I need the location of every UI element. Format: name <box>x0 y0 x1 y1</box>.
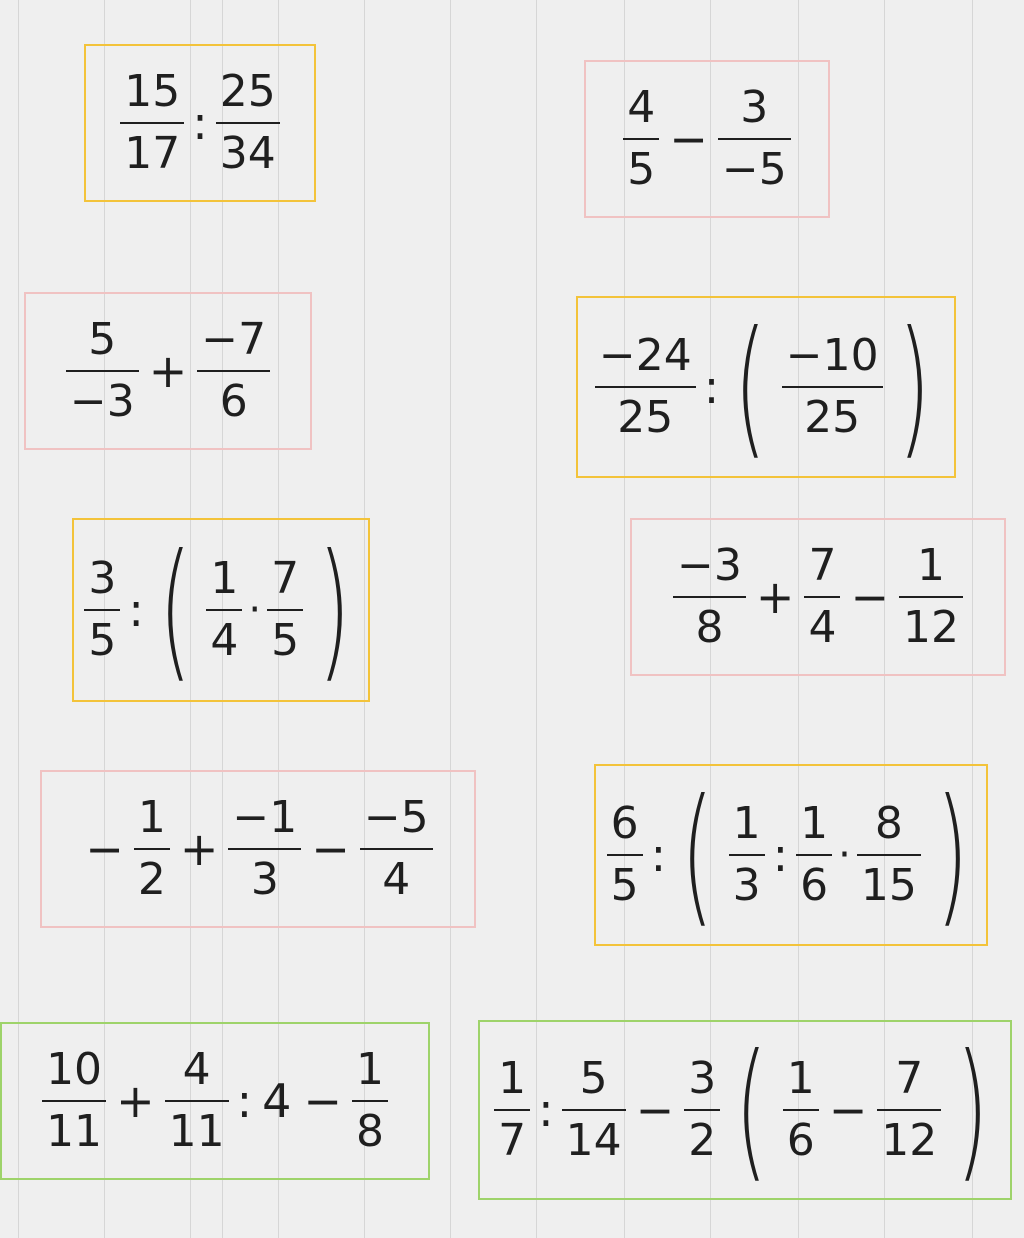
denominator: 34 <box>219 128 276 179</box>
divide-operator: : <box>772 828 789 882</box>
number: 4 <box>262 1074 292 1128</box>
denominator: 15 <box>860 860 917 911</box>
fraction <box>206 552 242 666</box>
fraction <box>804 539 840 653</box>
numerator: 7 <box>271 552 300 604</box>
denominator: 4 <box>808 602 837 653</box>
divide-operator: : <box>236 1074 253 1128</box>
expression-box-5 <box>72 518 370 702</box>
minus-operator: − <box>635 1083 675 1137</box>
expression <box>62 313 274 427</box>
denominator: 3 <box>250 854 279 905</box>
denominator: 5 <box>627 144 656 195</box>
expression <box>490 1023 1000 1197</box>
minus-operator: − <box>850 570 889 624</box>
denominator: 5 <box>610 860 639 911</box>
plus-operator: + <box>116 1074 155 1128</box>
fraction <box>595 329 696 443</box>
fraction <box>729 797 765 911</box>
expression <box>591 300 941 474</box>
numerator: −5 <box>363 791 429 843</box>
denominator: 12 <box>902 602 959 653</box>
minus-operator: − <box>669 112 708 166</box>
expression <box>116 65 284 179</box>
expression <box>669 539 967 653</box>
fraction <box>84 552 120 666</box>
close-paren: ) <box>936 768 969 942</box>
fraction <box>197 313 270 427</box>
denominator: 8 <box>695 602 724 653</box>
fraction <box>783 1052 819 1166</box>
fraction <box>607 797 643 911</box>
denominator: 5 <box>271 615 300 666</box>
expression-box-2 <box>584 60 830 218</box>
expression <box>619 81 794 195</box>
close-paren: ) <box>318 523 351 697</box>
denominator: 2 <box>137 854 166 905</box>
fraction <box>42 1043 106 1157</box>
denominator: −5 <box>721 144 787 195</box>
numerator: 5 <box>88 313 117 365</box>
numerator: 7 <box>808 539 837 591</box>
numerator: 1 <box>800 797 829 849</box>
expression <box>603 768 980 942</box>
denominator: 4 <box>382 854 411 905</box>
fraction <box>216 65 280 179</box>
numerator: 15 <box>124 65 181 117</box>
denominator: 2 <box>688 1115 717 1166</box>
denominator: 17 <box>124 128 181 179</box>
numerator: 1 <box>498 1052 527 1104</box>
fraction <box>857 797 921 911</box>
numerator: −10 <box>785 329 879 381</box>
numerator: 1 <box>137 791 166 843</box>
numerator: 1 <box>732 797 761 849</box>
fraction <box>165 1043 229 1157</box>
denominator: 12 <box>881 1115 938 1166</box>
numerator: 25 <box>219 65 276 117</box>
minus-operator: − <box>828 1083 868 1137</box>
denominator: 25 <box>617 392 674 443</box>
denominator: 6 <box>786 1115 815 1166</box>
numerator: −24 <box>598 329 692 381</box>
fraction <box>494 1052 530 1166</box>
denominator: 14 <box>565 1115 622 1166</box>
open-paren: ( <box>735 1023 768 1197</box>
divide-operator: : <box>538 1083 554 1137</box>
fraction <box>782 329 883 443</box>
fraction <box>877 1052 941 1166</box>
numerator: 3 <box>688 1052 717 1104</box>
plus-operator: + <box>179 822 219 876</box>
close-paren: ) <box>897 300 930 474</box>
numerator: 1 <box>355 1043 384 1095</box>
fraction <box>267 552 303 666</box>
open-paren: ( <box>681 768 714 942</box>
multiply-operator: · <box>248 587 262 633</box>
open-paren: ( <box>159 523 192 697</box>
minus-operator: − <box>311 822 350 876</box>
open-paren: ( <box>734 300 767 474</box>
numerator: 6 <box>610 797 639 849</box>
denominator: 7 <box>498 1115 527 1166</box>
divide-operator: : <box>192 96 208 150</box>
fraction <box>120 65 184 179</box>
divide-operator: : <box>650 828 667 882</box>
numerator: 4 <box>182 1043 211 1095</box>
denominator: 6 <box>800 860 829 911</box>
expression <box>79 791 436 905</box>
numerator: 5 <box>579 1052 608 1104</box>
expression-box-1 <box>84 44 316 202</box>
denominator: 3 <box>732 860 761 911</box>
denominator: 25 <box>804 392 861 443</box>
denominator: 11 <box>46 1106 103 1157</box>
numerator: 1 <box>916 539 945 591</box>
numerator: 1 <box>210 552 239 604</box>
denominator: 4 <box>210 615 239 666</box>
numerator: 10 <box>46 1043 103 1095</box>
numerator: 7 <box>895 1052 924 1104</box>
fraction <box>899 539 963 653</box>
expression-box-9 <box>0 1022 430 1180</box>
denominator: 5 <box>88 615 117 666</box>
expression-box-4 <box>576 296 956 478</box>
fraction <box>352 1043 388 1157</box>
divide-operator: : <box>703 360 720 414</box>
numerator: −3 <box>677 539 742 591</box>
plus-operator: + <box>148 344 188 398</box>
fraction <box>228 791 301 905</box>
expression-box-10 <box>478 1020 1012 1200</box>
fraction <box>718 81 791 195</box>
close-paren: ) <box>956 1023 989 1197</box>
expression-box-8 <box>594 764 988 946</box>
denominator: 11 <box>168 1106 225 1157</box>
numerator: −1 <box>232 791 298 843</box>
divide-operator: : <box>128 583 144 637</box>
expression-box-3 <box>24 292 312 450</box>
numerator: 4 <box>627 81 656 133</box>
fraction <box>623 81 659 195</box>
multiply-operator: · <box>838 832 851 878</box>
expression-box-6 <box>630 518 1006 676</box>
plus-operator: + <box>755 570 795 624</box>
numerator: −7 <box>201 313 267 365</box>
expression <box>38 1043 392 1157</box>
numerator: 1 <box>786 1052 815 1104</box>
minus-operator: − <box>303 1074 342 1128</box>
denominator: 8 <box>355 1106 384 1157</box>
denominator: −3 <box>69 376 135 427</box>
fraction <box>562 1052 626 1166</box>
fraction <box>134 791 170 905</box>
fraction <box>66 313 139 427</box>
expression-box-7 <box>40 770 476 928</box>
numerator: 3 <box>88 552 117 604</box>
fraction <box>673 539 746 653</box>
numerator: 8 <box>874 797 903 849</box>
expression <box>80 523 361 697</box>
denominator: 6 <box>219 376 248 427</box>
fraction <box>684 1052 720 1166</box>
minus-operator: − <box>85 822 124 876</box>
numerator: 3 <box>740 81 769 133</box>
fraction <box>360 791 433 905</box>
fraction <box>796 797 832 911</box>
